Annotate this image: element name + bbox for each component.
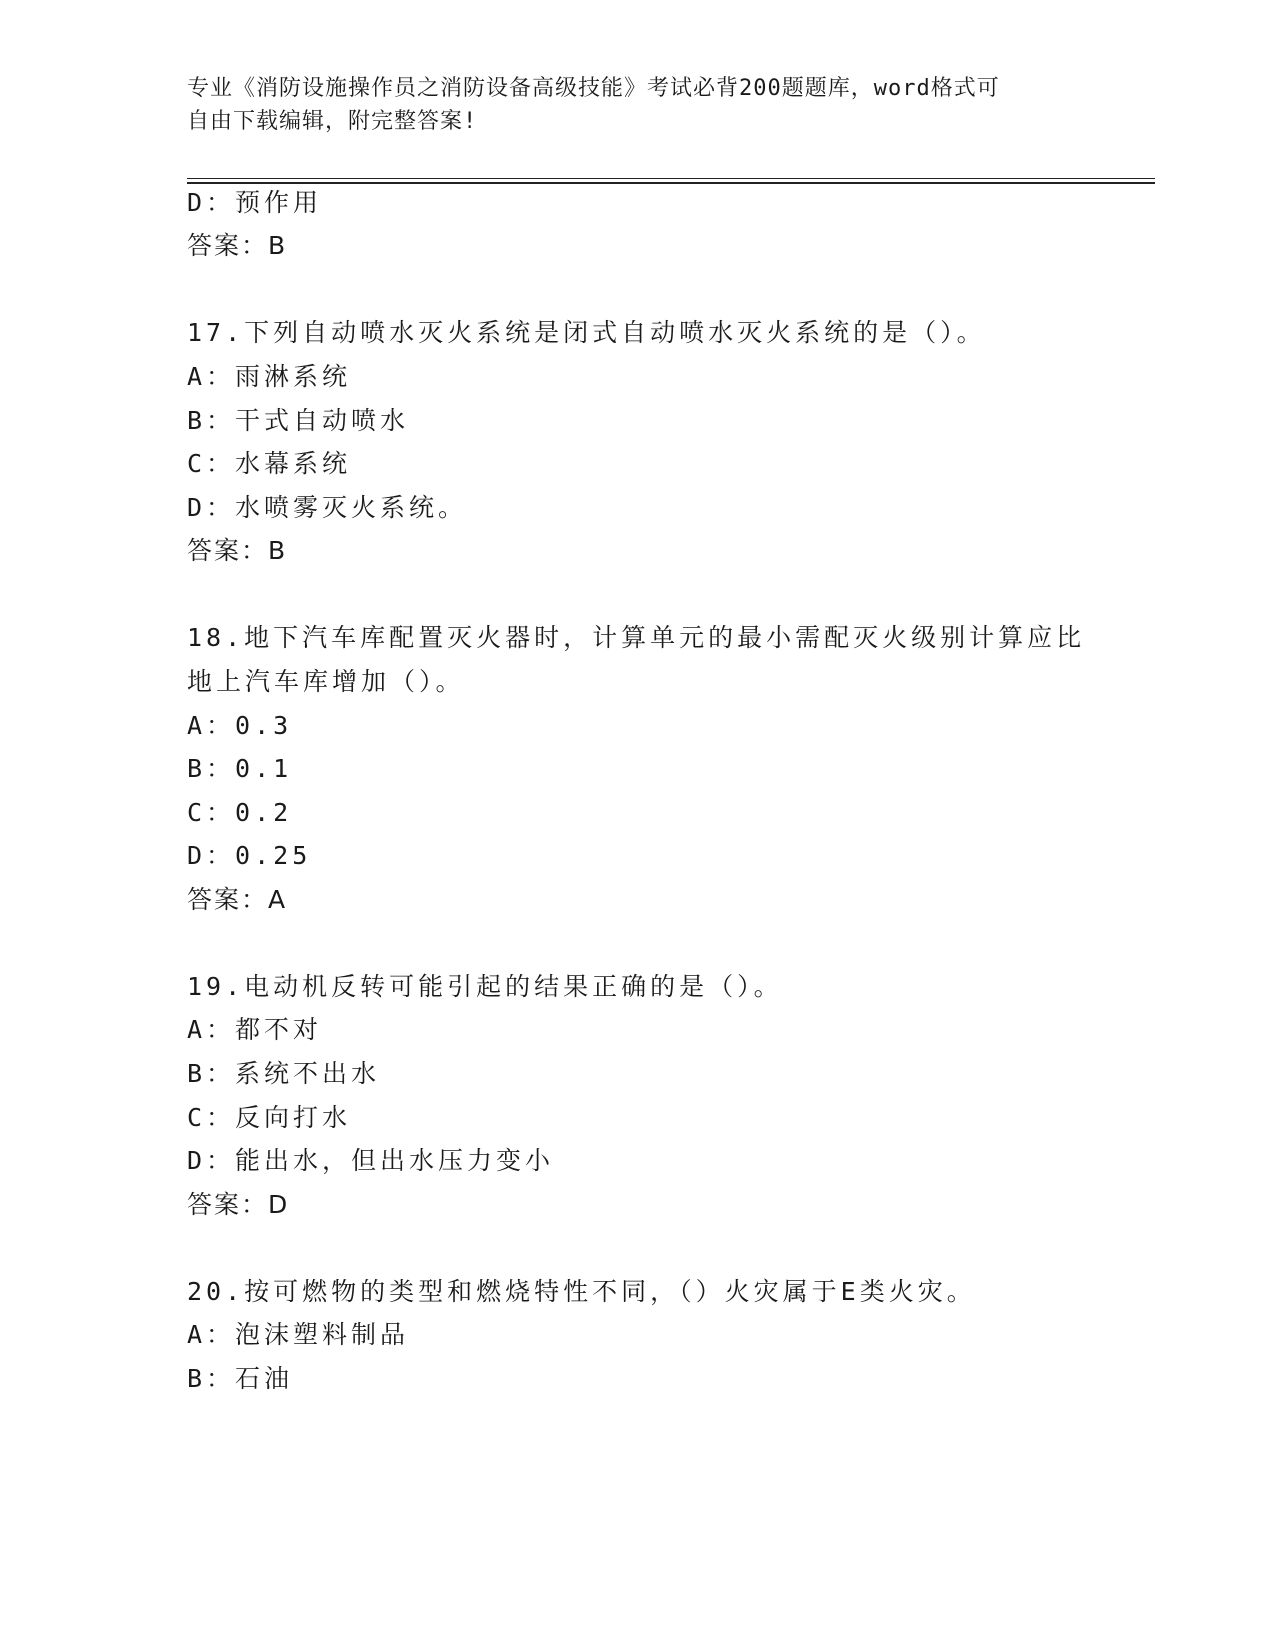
q19-answer: 答案：D: [187, 1190, 290, 1219]
q20-question: 20.按可燃物的类型和燃烧特性不同，（）火灾属于E类火灾。: [187, 1277, 976, 1306]
q18-option-d: D：0.25: [187, 841, 312, 870]
q17-answer: 答案：B: [187, 536, 288, 565]
q17-option-d: D：水喷雾灭火系统。: [187, 493, 468, 522]
q19-question: 19.电动机反转可能引起的结果正确的是（）。: [187, 972, 783, 1001]
q18-option-b: B：0.1: [187, 754, 293, 783]
q17-option-c: C：水幕系统: [187, 449, 352, 478]
q20-option-a: A：泡沫塑料制品: [187, 1320, 410, 1349]
q17-option-b: B：干式自动喷水: [187, 406, 410, 435]
q18-option-a: A：0.3: [187, 711, 293, 740]
q18-question-line-1: 18.地下汽车库配置灭火器时，计算单元的最小需配灭火级别计算应比: [187, 623, 1086, 652]
q18-option-c: C：0.2: [187, 798, 293, 827]
q20-option-b: B：石油: [187, 1364, 294, 1393]
q17-question: 17.下列自动喷水灭火系统是闭式自动喷水灭火系统的是（）。: [187, 318, 986, 347]
q19-option-c: C：反向打水: [187, 1103, 352, 1132]
header-title-line-2: 自由下载编辑，附完整答案!: [187, 109, 478, 134]
q18-question-line-2: 地上汽车库增加（）。: [187, 667, 465, 696]
q19-option-d: D：能出水，但出水压力变小: [187, 1146, 555, 1175]
header-title-line-1: 专业《消防设施操作员之消防设备高级技能》考试必背200题题库，word格式可: [187, 76, 1000, 101]
q16-answer: 答案：B: [187, 231, 288, 260]
q19-option-a: A：都不对: [187, 1015, 323, 1044]
header-divider-thin: [187, 178, 1155, 179]
q16-option-d: D：预作用: [187, 188, 323, 217]
q18-answer: 答案：A: [187, 885, 288, 914]
document-header: [187, 72, 1067, 138]
header-divider-thick: [187, 182, 1155, 184]
q17-option-a: A：雨淋系统: [187, 362, 352, 391]
q19-option-b: B：系统不出水: [187, 1059, 381, 1088]
